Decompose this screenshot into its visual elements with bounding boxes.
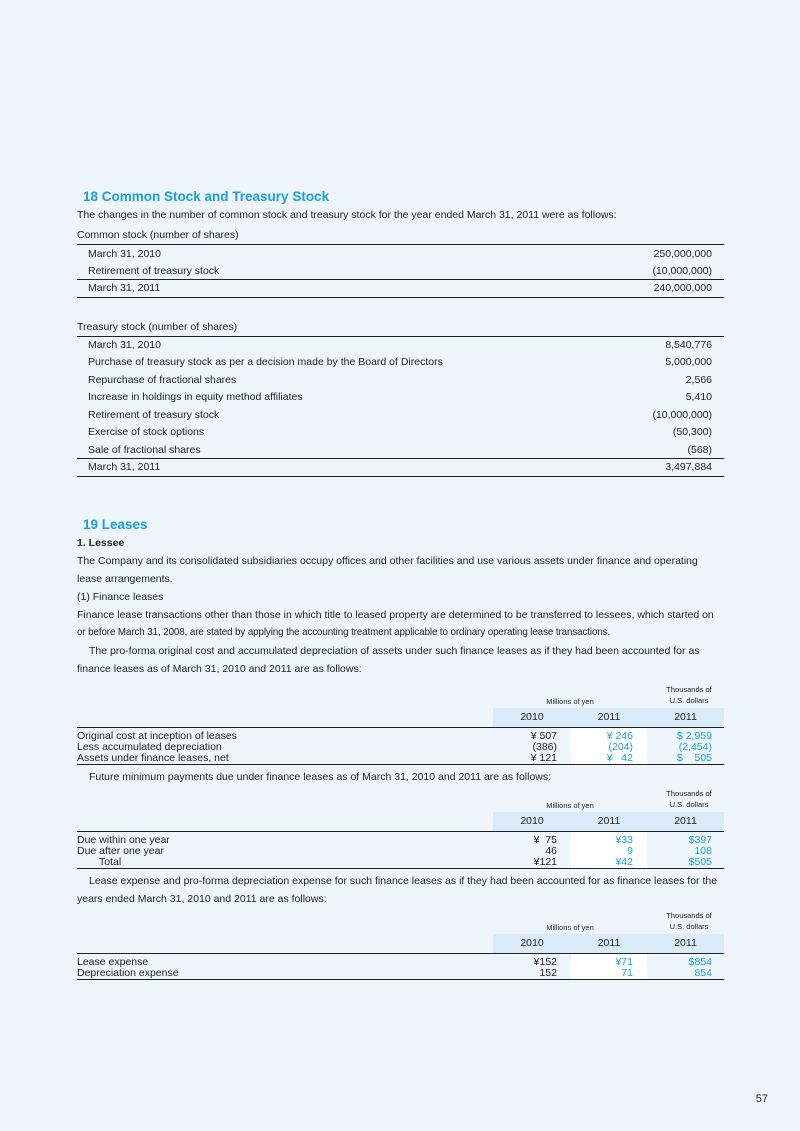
thousands-usd-label xyxy=(654,910,724,932)
row-value: 3,497,884 xyxy=(618,459,724,477)
thousands-label-line-2: U.S. dollars xyxy=(669,799,709,809)
year-2011-usd: 2011 xyxy=(647,812,724,832)
table-row xyxy=(77,262,724,280)
year-2011-usd: 2011 xyxy=(647,934,724,954)
row-label: March 31, 2010 xyxy=(77,336,618,354)
future-payments-table xyxy=(77,782,724,869)
table-row xyxy=(77,389,724,407)
value-2011-yen: ¥ 42 xyxy=(571,753,647,765)
table-row-total xyxy=(77,459,724,477)
row-label: March 31, 2010 xyxy=(77,245,508,263)
table-row xyxy=(77,354,724,372)
value-2011-usd: $854 xyxy=(688,955,712,968)
value-2010: ¥121 xyxy=(493,857,571,869)
table-row xyxy=(77,968,724,980)
value-2011-yen: (204) xyxy=(571,742,647,753)
section-19-title: 19 Leases xyxy=(83,516,148,532)
table-header xyxy=(77,678,724,708)
row-value: 5,410 xyxy=(685,391,712,404)
finance-leases-paragraph-1: Finance lease transactions other than those in which title to leased property are determined to be transferred to lessees, which started on xyxy=(77,608,714,621)
value-2010: ¥ 507 xyxy=(530,729,557,742)
value-2011-yen: 9 xyxy=(571,846,647,857)
value-2010: 46 xyxy=(545,844,557,857)
row-label: March 31, 2011 xyxy=(77,280,508,298)
year-2010: 2010 xyxy=(493,934,571,954)
row-label: Lease expense xyxy=(77,955,149,968)
original-cost-table xyxy=(77,678,724,765)
blank-cell xyxy=(77,812,493,832)
thousands-label-line-2: U.S. dollars xyxy=(669,921,709,931)
thousands-usd-label xyxy=(654,684,724,706)
row-label: Assets under finance leases, net xyxy=(77,753,493,765)
row-label: Due after one year xyxy=(77,844,164,857)
pro-forma-paragraph: The pro-forma original cost and accumulated depreciation of assets under such finance leases as if they had been accounted for as finance leases as of March 31, 2010 and 2011 are as follows: xyxy=(77,644,700,675)
value-2010: ¥ 75 xyxy=(533,833,557,846)
row-label: Repurchase of fractional shares xyxy=(88,373,237,386)
lease-expense-paragraph: Lease expense and pro-forma depreciation expense for such finance leases as if they had been accounted for as finance leases for the years ended March 31, 2010 and 2011 are as follows: xyxy=(77,874,718,905)
section-18-title: 18 Common Stock and Treasury Stock xyxy=(83,189,330,204)
year-header-row xyxy=(77,812,724,832)
year-2010: 2010 xyxy=(493,708,571,728)
common-stock-table xyxy=(77,244,724,298)
row-value: (10,000,000) xyxy=(652,264,712,277)
year-header-row xyxy=(77,934,724,954)
page-content xyxy=(77,189,724,980)
year-2010: 2010 xyxy=(493,812,571,832)
future-payments-paragraph: Future minimum payments due under finance leases as of March 31, 2010 and 2011 are as follows: xyxy=(89,770,552,783)
value-2011-usd: $ 505 xyxy=(647,753,724,765)
table-row xyxy=(77,753,724,765)
treasury-stock-table xyxy=(77,336,724,477)
table-row-total xyxy=(77,857,724,869)
row-label: Total xyxy=(77,857,493,869)
lease-expense-table xyxy=(77,904,724,980)
row-value: 2,566 xyxy=(685,373,712,386)
value-2010: (386) xyxy=(532,740,557,753)
table-row xyxy=(77,424,724,442)
thousands-label-line-1: Thousands of xyxy=(666,788,712,798)
year-header-row xyxy=(77,708,724,728)
table-row xyxy=(77,245,724,263)
year-2011-usd: 2011 xyxy=(647,708,724,728)
lessee-paragraph: The Company and its consolidated subsidiaries occupy offices and other facilities and use various assets under finance and operating lease arrangements. xyxy=(77,554,698,585)
row-label: Purchase of treasury stock as per a decision made by the Board of Directors xyxy=(88,356,443,369)
row-label: March 31, 2011 xyxy=(77,459,618,477)
value-2011-usd: $505 xyxy=(647,857,724,869)
table-row xyxy=(77,406,724,424)
table-row-total xyxy=(77,280,724,298)
row-value: 5,000,000 xyxy=(665,356,712,369)
table-body xyxy=(77,708,724,765)
value-2011-yen: ¥ 246 xyxy=(571,727,647,742)
table-row xyxy=(77,831,724,846)
thousands-label-line-1: Thousands of xyxy=(666,684,712,694)
value-2011-usd: 108 xyxy=(694,844,712,857)
blank-cell xyxy=(77,708,493,728)
table-row xyxy=(77,441,724,459)
year-2011-yen: 2011 xyxy=(571,708,647,728)
millions-of-yen-label: Millions of yen xyxy=(546,800,594,810)
year-2011-yen: 2011 xyxy=(571,934,647,954)
table-row xyxy=(77,846,724,857)
row-value: 250,000,000 xyxy=(508,245,724,263)
millions-of-yen-label: Millions of yen xyxy=(546,696,594,706)
row-value: (568) xyxy=(687,443,712,456)
thousands-label-line-1: Thousands of xyxy=(666,910,712,920)
table-row xyxy=(77,727,724,742)
thousands-usd-label xyxy=(654,788,724,810)
table-header xyxy=(77,782,724,812)
blank-cell xyxy=(77,934,493,954)
row-value: 8,540,776 xyxy=(618,336,724,354)
thousands-label-line-2: U.S. dollars xyxy=(669,695,709,705)
table-row xyxy=(77,953,724,968)
finance-leases-heading: (1) Finance leases xyxy=(77,590,164,603)
value-2010: ¥ 121 xyxy=(493,753,571,765)
row-label: Original cost at inception of leases xyxy=(77,729,237,742)
value-2011-yen: ¥71 xyxy=(571,953,647,968)
value-2011-usd: (2,454) xyxy=(678,740,712,753)
value-2011-usd: $397 xyxy=(688,833,712,846)
lessee-heading: 1. Lessee xyxy=(77,536,125,549)
common-stock-label: Common stock (number of shares) xyxy=(77,229,239,241)
row-label: Retirement of treasury stock xyxy=(88,264,220,277)
table-row xyxy=(77,742,724,753)
row-label: Exercise of stock options xyxy=(88,426,205,439)
row-value: (10,000,000) xyxy=(652,408,712,421)
row-label: Increase in holdings in equity method affiliates xyxy=(88,391,303,404)
table-body xyxy=(77,934,724,980)
table-header xyxy=(77,904,724,934)
row-label: Depreciation expense xyxy=(77,968,493,980)
year-2011-yen: 2011 xyxy=(571,812,647,832)
page-number: 57 xyxy=(755,1093,768,1105)
finance-leases-paragraph-2: or before March 31, 2008, are stated by applying the accounting treatment applicable to ordinary operating lease transactions. xyxy=(77,626,611,638)
treasury-stock-label: Treasury stock (number of shares) xyxy=(77,320,238,333)
row-label: Due within one year xyxy=(77,833,170,846)
table-row xyxy=(77,336,724,354)
row-label: Retirement of treasury stock xyxy=(88,408,220,421)
value-2010: ¥152 xyxy=(533,955,557,968)
value-2010: 152 xyxy=(493,968,571,980)
row-label: Less accumulated depreciation xyxy=(77,740,222,753)
row-value: (50,300) xyxy=(672,426,712,439)
row-value: 240,000,000 xyxy=(508,280,724,298)
value-2011-yen: ¥42 xyxy=(571,857,647,869)
millions-of-yen-label: Millions of yen xyxy=(546,922,594,932)
section-18-intro: The changes in the number of common stock and treasury stock for the year ended March 31, 2011 were as follows: xyxy=(77,209,617,221)
value-2011-yen: ¥33 xyxy=(571,831,647,846)
value-2011-yen: 71 xyxy=(571,968,647,980)
table-body xyxy=(77,812,724,869)
table-row xyxy=(77,371,724,389)
row-label: Sale of fractional shares xyxy=(88,443,201,456)
value-2011-usd: $ 2,959 xyxy=(676,729,712,742)
value-2011-usd: 854 xyxy=(647,968,724,980)
